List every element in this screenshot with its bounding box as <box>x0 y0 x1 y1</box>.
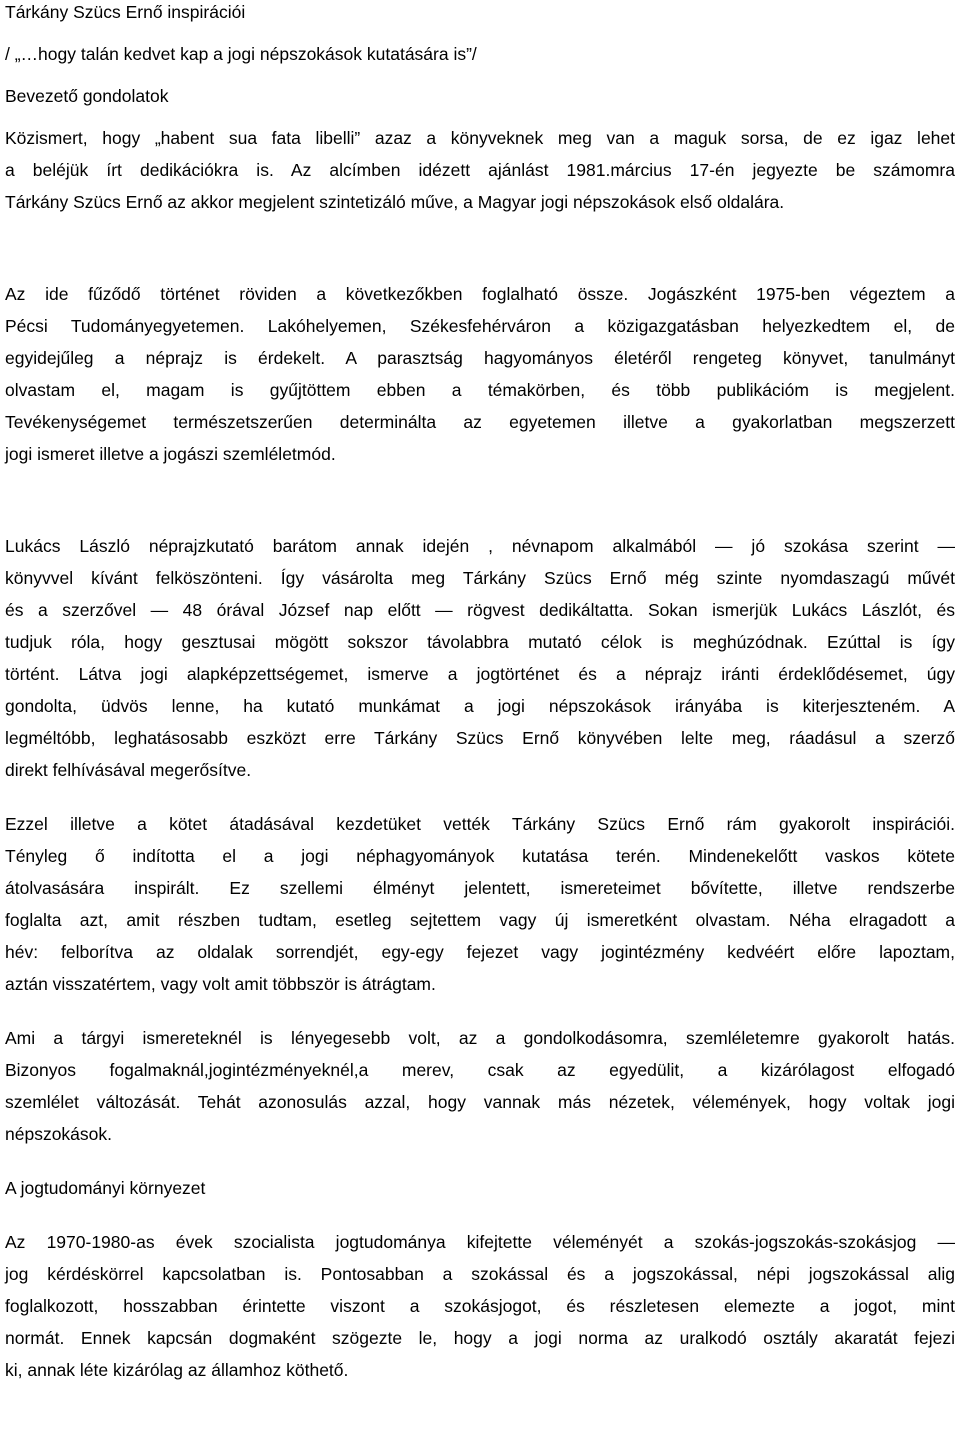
text-line: foglalkozott, hosszabban érintette viszont a szokásjogot, és részletesen elemezte a jogot, mint <box>5 1296 955 1316</box>
text-line: hév: felborítva az oldalak sorrendjét, egy-egy fejezet vagy jogintézmény kedvéért előre lapoztam, <box>5 942 955 962</box>
text-line: népszokások. <box>5 1124 113 1144</box>
text-line: átolvasására inspirált. Ez szellemi élményt jelentett, ismereteimet bővítette, illetve rendszerbe <box>5 878 955 898</box>
text-line: és a szerzővel — 48 órával József nap előtt — rögvest dedikáltatta. Sokan ismerjük Lukács Lászlót, és <box>5 600 955 620</box>
text-line: jog kérdéskörrel kapcsolatban is. Pontosabban a szokással és a jogszokással, népi jogszokással alig <box>5 1264 955 1284</box>
text-line: foglalta azt, amit részben tudtam, esetleg sejtettem vagy új ismeretként olvastam. Néha elragadott a <box>5 910 955 930</box>
text-line: Az ide fűződő történet röviden a következőkben foglalható össze. Jogászként 1975-ben végeztem a <box>5 284 955 304</box>
document-page <box>5 0 955 1386</box>
paragraph-legal-environment <box>5 1226 955 1386</box>
paragraph-background <box>5 278 955 470</box>
text-line: direkt felhívásával megerősítve. <box>5 760 252 780</box>
text-line: a beléjük írt dedikációkra is. Az alcímben idézett ajánlást 1981.március 17-én jegyezte be számomra <box>5 160 955 180</box>
text-line: Lukács László néprajzkutató barátom annak idején , névnapom alkalmából — jó szokása szerint — <box>5 536 955 556</box>
text-line: ki, annak léte kizárólag az államhoz köthető. <box>5 1360 349 1380</box>
text-line: szemlélet változását. Tehát azonosulás azzal, hogy vannak más nézetek, vélemények, hogy voltak jogi <box>5 1092 955 1112</box>
text-line: gondolta, üdvös lenne, ha kutató munkámat a jogi népszokások irányába is kiterjeszteném. A <box>5 696 955 716</box>
text-line: Közismert, hogy „habent sua fata libelli” azaz a könyveknek meg van a maguk sorsa, de ez igaz lehet <box>5 128 955 148</box>
text-line: Az 1970-1980-as évek szocialista jogtudománya kifejtette véleményét a szokás-jogszokás-szokásjog — <box>5 1232 955 1252</box>
text-line: Pécsi Tudományegyetemen. Lakóhelyemen, Székesfehérváron a közigazgatásban helyezkedtem el, de <box>5 316 955 336</box>
paragraph-perspective <box>5 1022 955 1150</box>
text-line: aztán visszatértem, vagy volt amit többször is átrágtam. <box>5 974 436 994</box>
text-line: Ezzel illetve a kötet átadásával kezdetüket vették Tárkány Szücs Ernő rám gyakorolt inspirációi. <box>5 814 955 834</box>
document-subtitle: / „…hogy talán kedvet kap a jogi népszokások kutatására is”/ <box>5 44 477 64</box>
text-line: egyidejűleg a néprajz is érdekelt. A parasztság hagyományos életéről rengeteg könyvet, tanulmányt <box>5 348 955 368</box>
text-line: Ami a tárgyi ismereteknél is lényegesebb volt, az a gondolkodásomra, szemléletemre gyakorolt hatás. <box>5 1028 955 1048</box>
section-heading: A jogtudományi környezet <box>5 1178 206 1198</box>
paragraph-inspiration <box>5 808 955 1000</box>
text-line: Tényleg ő indította el a jogi néphagyományok kutatása terén. Mindenekelőtt vaskos kötete <box>5 846 955 866</box>
text-line: történt. Látva jogi alapképzettségemet, ismerve a jogtörténet és a néprajz iránti érdeklődésemet, úgy <box>5 664 955 684</box>
text-line: tudjuk róla, hogy gesztusai mögött sokszor távolabbra mutató célok is meghúzódnak. Ezúttal is így <box>5 632 955 652</box>
text-line: könyvvel kívánt felköszönteni. Így vásárolta meg Tárkány Szücs Ernő még szinte nyomdaszagú művét <box>5 568 955 588</box>
paragraph-intro <box>5 122 955 218</box>
text-line: olvastam el, magam is gyűjtöttem ebben a témakörben, és több publikációm is megjelent. <box>5 380 955 400</box>
text-line: jogi ismeret illetve a jogászi szemléletmód. <box>5 444 336 464</box>
text-line: Tevékenységemet természetszerűen determinálta az egyetemen illetve a gyakorlatban megszerzett <box>5 412 955 432</box>
text-line: normát. Ennek kapcsán dogmaként szögezte le, hogy a jogi norma az uralkodó osztály akaratát fejezi <box>5 1328 955 1348</box>
document-title: Tárkány Szücs Ernő inspirációi <box>5 2 246 22</box>
text-line: Bizonyos fogalmaknál,jogintézményeknél,a merev, csak az egyedülit, a kizárólagost elfogadó <box>5 1060 955 1080</box>
intro-heading: Bevezető gondolatok <box>5 86 169 106</box>
text-line: legméltóbb, leghatásosabb eszközt erre Tárkány Szücs Ernő könyvében lelte meg, ráadásul a szerző <box>5 728 955 748</box>
paragraph-dedication <box>5 530 955 786</box>
text-line: Tárkány Szücs Ernő az akkor megjelent szintetizáló műve, a Magyar jogi népszokások első oldalára. <box>5 192 785 212</box>
